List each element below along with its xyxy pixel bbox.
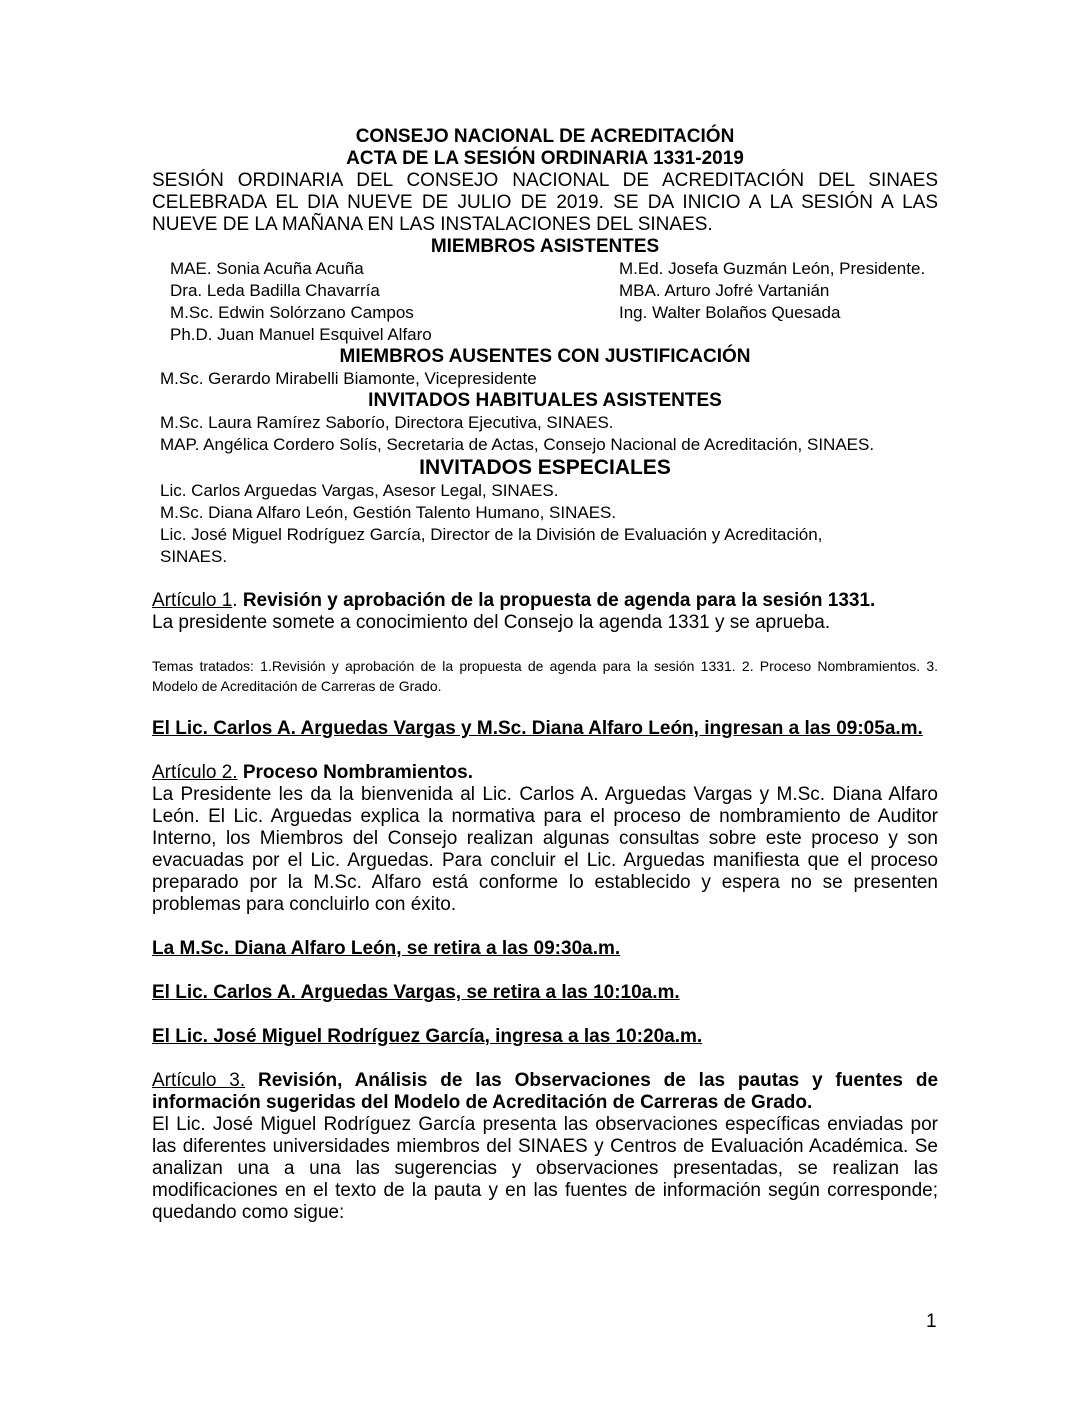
attendance-notice: El Lic. José Miguel Rodríguez García, ingresa a las 10:20a.m. <box>152 1026 703 1047</box>
guest-item: Lic. José Miguel Rodríguez García, Director de la División de Evaluación y Acreditación, <box>160 525 823 544</box>
member-item: Ph.D. Juan Manuel Esquivel Alfaro <box>170 325 432 344</box>
member-item: M.Sc. Gerardo Mirabelli Biamonte, Vicepresidente <box>160 369 537 388</box>
article-1-body: La presidente somete a conocimiento del Consejo la agenda 1331 y se aprueba. <box>152 612 831 633</box>
article-heading: Revisión, Análisis de las Observaciones de las pautas y fuentes de información sugeridas del Modelo de Acreditación de Carreras de Grado. <box>152 1070 939 1113</box>
article-2-body: La Presidente les da la bienvenida al Lic. Carlos A. Arguedas Vargas y M.Sc. Diana Alfaro León. El Lic. Arguedas explica la normativa para el proceso de nombramiento de Auditor Interno, los Miembros del Consejo realizan algunas consultas sobre este proceso y son evacuadas por el Lic. Arguedas. Para concluir el Lic. Arguedas manifiesta que el proceso preparado por la M.Sc. Alfaro está conforme lo establecido y espera no se presenten problemas para concluirlo con éxito. <box>152 784 938 915</box>
article-1-title: Artículo 1. Revisión y aprobación de la propuesta de agenda para la sesión 1331. <box>152 590 876 611</box>
member-item: M.Ed. Josefa Guzmán León, Presidente. <box>619 259 926 278</box>
attendance-notice: El Lic. Carlos A. Arguedas Vargas, se retira a las 10:10a.m. <box>152 982 680 1003</box>
article-2-title <box>152 762 938 784</box>
document-page <box>152 126 938 1224</box>
session-intro: SESIÓN ORDINARIA DEL CONSEJO NACIONAL DE ACREDITACIÓN DEL SINAES CELEBRADA EL DIA NUEVE DE JULIO DE 2019. SE DA INICIO A LA SESIÓN A LAS NUEVE DE LA MAÑANA EN LAS INSTALACIONES DEL SINAES. <box>152 170 938 235</box>
member-item: Ing. Walter Bolaños Quesada <box>619 303 841 322</box>
members-absent-heading: MIEMBROS AUSENTES CON JUSTIFICACIÓN <box>339 346 751 367</box>
member-item: MBA. Arturo Jofré Vartanián <box>619 281 830 300</box>
session-title: ACTA DE LA SESIÓN ORDINARIA 1331-2019 <box>346 148 744 169</box>
members-present-list <box>170 258 938 346</box>
guest-item: M.Sc. Laura Ramírez Saborío, Directora Ejecutiva, SINAES. <box>160 413 614 432</box>
article-label: Artículo 1 <box>152 590 233 611</box>
members-present-heading: MIEMBROS ASISTENTES <box>430 236 660 257</box>
article-label: Artículo 2. <box>152 762 238 783</box>
article-heading: Revisión y aprobación de la propuesta de agenda para la sesión 1331. <box>242 590 876 611</box>
attendance-notice: El Lic. Carlos A. Arguedas Vargas y M.Sc. Diana Alfaro León, ingresan a las 09:05a.m. <box>152 718 923 739</box>
article-heading: Proceso Nombramientos. <box>242 762 473 783</box>
guest-item: Lic. Carlos Arguedas Vargas, Asesor Legal, SINAES. <box>160 481 559 500</box>
special-guests-list <box>160 480 938 568</box>
member-item: MAE. Sonia Acuña Acuña <box>170 259 364 278</box>
members-absent-list <box>160 368 938 390</box>
article-3-body: El Lic. José Miguel Rodríguez García presenta las observaciones específicas enviadas por las diferentes universidades miembros del SINAES y Centros de Evaluación Académica. Se analizan una a una las sugerencias y observaciones presentadas, se realizan las modificaciones en el texto de la pauta y en las fuentes de información según corresponde; quedando como sigue: <box>152 1114 938 1223</box>
guest-item: SINAES. <box>160 547 228 566</box>
special-guests-heading: INVITADOS ESPECIALES <box>419 456 671 479</box>
regular-guests-list <box>160 412 938 456</box>
attendance-notice: La M.Sc. Diana Alfaro León, se retira a las 09:30a.m. <box>152 938 621 959</box>
member-item: M.Sc. Edwin Solórzano Campos <box>170 303 414 322</box>
article-label: Artículo 3. <box>152 1070 246 1091</box>
topics-summary: Temas tratados: 1.Revisión y aprobación de la propuesta de agenda para la sesión 1331. 2. Proceso Nombramientos. 3. Modelo de Acreditación de Carreras de Grado. <box>152 658 938 694</box>
guest-item: M.Sc. Diana Alfaro León, Gestión Talento Humano, SINAES. <box>160 503 617 522</box>
page-number: 1 <box>926 1311 937 1332</box>
regular-guests-heading: INVITADOS HABITUALES ASISTENTES <box>368 390 722 411</box>
article-3-title <box>152 1070 938 1114</box>
guest-item: MAP. Angélica Cordero Solís, Secretaria de Actas, Consejo Nacional de Acreditación, SINAES. <box>160 435 875 454</box>
member-item: Dra. Leda Badilla Chavarría <box>170 281 380 300</box>
council-title: CONSEJO NACIONAL DE ACREDITACIÓN <box>355 126 735 147</box>
